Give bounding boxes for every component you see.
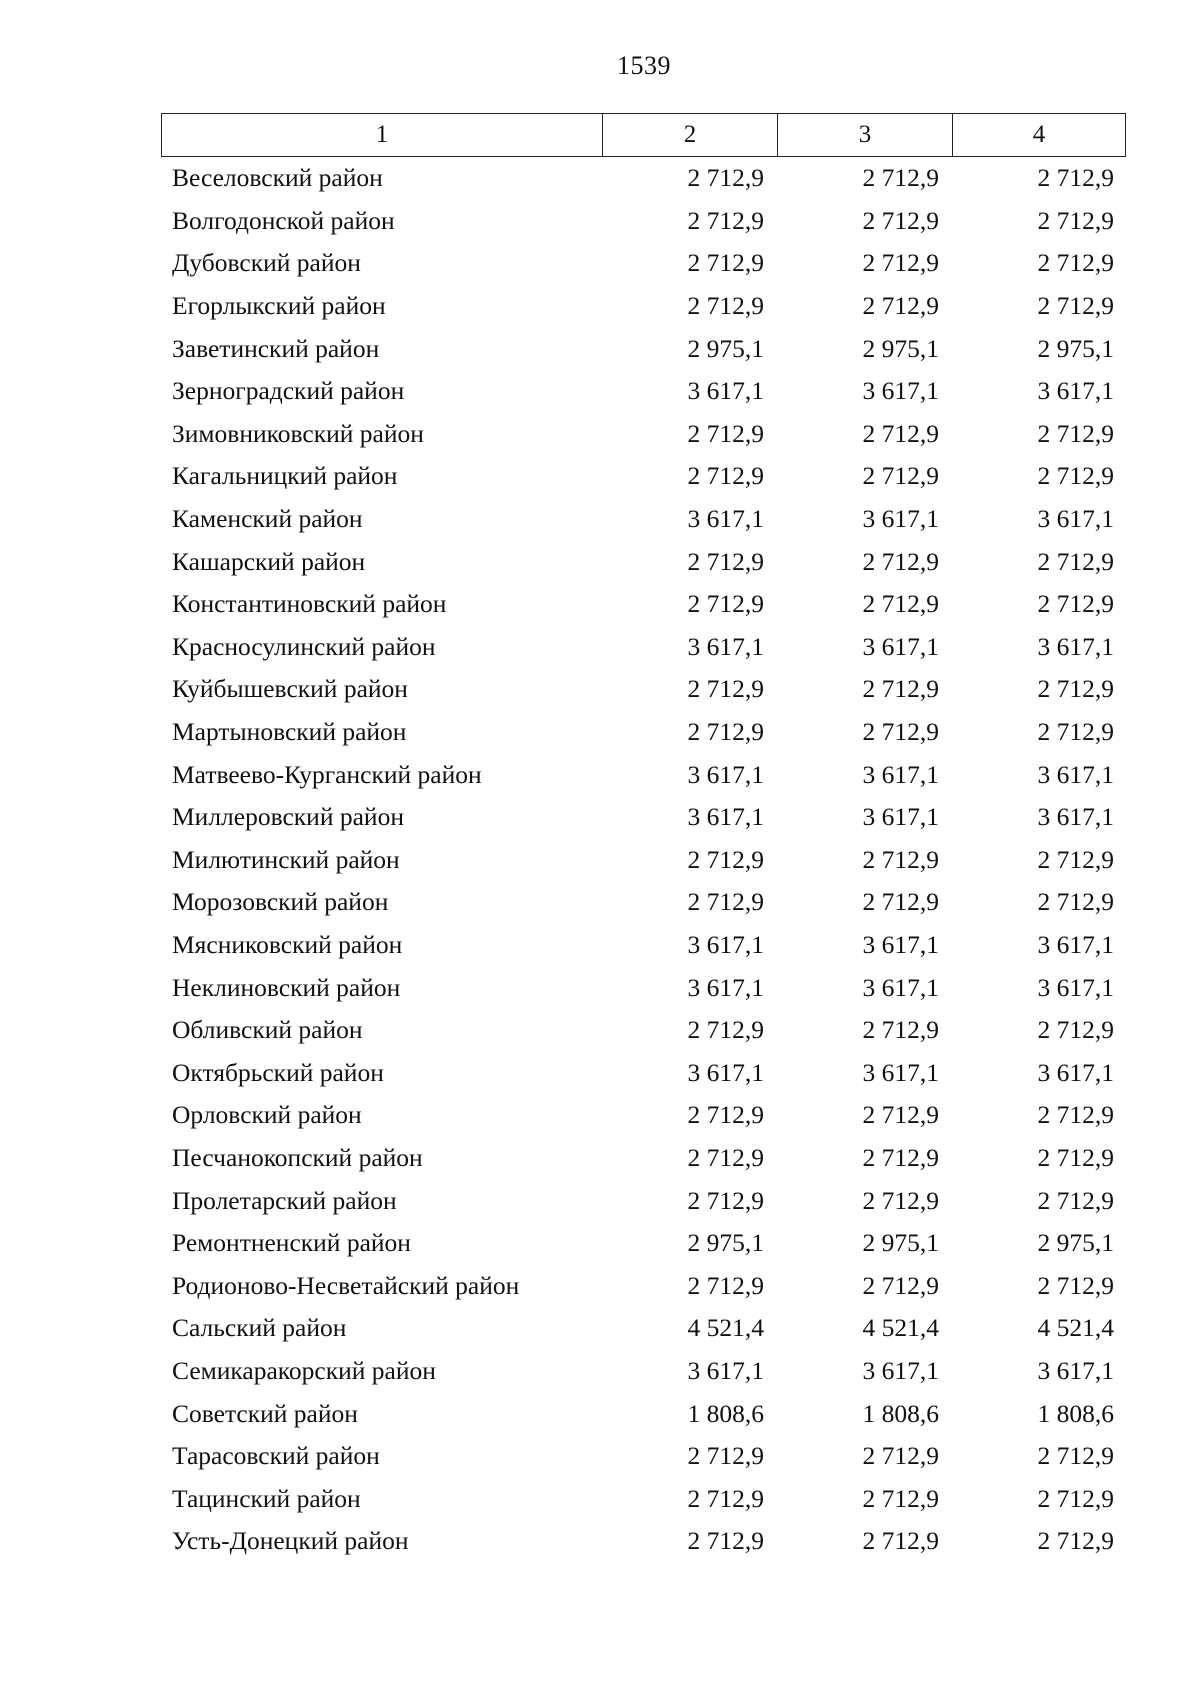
value-col-4: 2 712,9 [1037, 674, 1114, 704]
table-row [161, 839, 1126, 882]
table-row [161, 1264, 1126, 1307]
table-row [161, 881, 1126, 924]
table-row [161, 924, 1126, 967]
value-col-2: 2 975,1 [687, 333, 764, 363]
table-header [161, 113, 1126, 157]
value-col-3: 2 712,9 [862, 461, 939, 491]
table-row [161, 1222, 1126, 1265]
value-col-2: 3 617,1 [687, 1057, 764, 1087]
value-col-4: 2 712,9 [1037, 1441, 1114, 1471]
value-col-4: 3 617,1 [1037, 929, 1114, 959]
district-name: Каменский район [172, 504, 363, 534]
value-col-3: 2 712,9 [862, 1185, 939, 1215]
value-col-3: 2 712,9 [862, 248, 939, 278]
value-col-3: 2 975,1 [862, 333, 939, 363]
value-col-3: 2 712,9 [862, 717, 939, 747]
value-col-4: 2 712,9 [1037, 717, 1114, 747]
district-name: Егорлыкский район [172, 291, 386, 321]
value-col-3: 2 712,9 [862, 205, 939, 235]
table-row [161, 966, 1126, 1009]
value-col-2: 2 712,9 [687, 1270, 764, 1300]
district-name: Мартыновский район [172, 717, 407, 747]
value-col-2: 2 712,9 [687, 717, 764, 747]
value-col-3: 3 617,1 [862, 929, 939, 959]
value-col-4: 2 712,9 [1037, 1483, 1114, 1513]
value-col-2: 3 617,1 [687, 1355, 764, 1385]
value-col-2: 2 712,9 [687, 1526, 764, 1556]
district-name: Семикаракорский район [172, 1355, 436, 1385]
value-col-3: 2 712,9 [862, 844, 939, 874]
value-col-4: 2 712,9 [1037, 291, 1114, 321]
value-col-4: 3 617,1 [1037, 972, 1114, 1002]
value-col-2: 3 617,1 [687, 759, 764, 789]
district-name: Октябрьский район [172, 1057, 384, 1087]
value-col-3: 3 617,1 [862, 759, 939, 789]
value-col-3: 3 617,1 [862, 376, 939, 406]
value-col-2: 2 712,9 [687, 205, 764, 235]
value-col-4: 1 808,6 [1037, 1398, 1114, 1428]
value-col-3: 3 617,1 [862, 504, 939, 534]
value-col-3: 2 712,9 [862, 589, 939, 619]
header-cell-2: 2 [602, 114, 777, 156]
table-row [161, 1307, 1126, 1350]
table-row [161, 540, 1126, 583]
value-col-4: 3 617,1 [1037, 631, 1114, 661]
district-name: Усть-Донецкий район [172, 1526, 409, 1556]
table-body [161, 157, 1126, 1563]
value-col-4: 2 712,9 [1037, 461, 1114, 491]
value-col-4: 2 712,9 [1037, 546, 1114, 576]
value-col-3: 1 808,6 [862, 1398, 939, 1428]
value-col-2: 2 712,9 [687, 163, 764, 193]
value-col-2: 2 975,1 [687, 1228, 764, 1258]
table-row [161, 200, 1126, 243]
table-row [161, 498, 1126, 541]
value-col-2: 2 712,9 [687, 1015, 764, 1045]
value-col-3: 2 712,9 [862, 887, 939, 917]
value-col-4: 2 712,9 [1037, 887, 1114, 917]
value-col-3: 3 617,1 [862, 1355, 939, 1385]
district-name: Тарасовский район [172, 1441, 380, 1471]
value-col-4: 3 617,1 [1037, 376, 1114, 406]
district-name: Константиновский район [172, 589, 447, 619]
table-row [161, 1520, 1126, 1563]
value-col-3: 3 617,1 [862, 802, 939, 832]
district-name: Красносулинский район [172, 631, 436, 661]
value-col-2: 2 712,9 [687, 546, 764, 576]
value-col-2: 2 712,9 [687, 674, 764, 704]
value-col-2: 2 712,9 [687, 1100, 764, 1130]
table-row [161, 1477, 1126, 1520]
district-name: Обливский район [172, 1015, 363, 1045]
value-col-4: 3 617,1 [1037, 802, 1114, 832]
value-col-2: 2 712,9 [687, 844, 764, 874]
value-col-3: 2 712,9 [862, 1483, 939, 1513]
value-col-3: 2 712,9 [862, 1441, 939, 1471]
value-col-3: 2 712,9 [862, 418, 939, 448]
value-col-4: 2 712,9 [1037, 1270, 1114, 1300]
value-col-2: 3 617,1 [687, 376, 764, 406]
value-col-3: 2 975,1 [862, 1228, 939, 1258]
district-name: Милютинский район [172, 844, 400, 874]
table-row [161, 711, 1126, 754]
value-col-4: 2 712,9 [1037, 1526, 1114, 1556]
table-row [161, 1350, 1126, 1393]
table-row [161, 1435, 1126, 1478]
table-row [161, 370, 1126, 413]
value-col-4: 4 521,4 [1037, 1313, 1114, 1343]
value-col-2: 2 712,9 [687, 418, 764, 448]
value-col-2: 4 521,4 [687, 1313, 764, 1343]
header-cell-1: 1 [375, 121, 389, 148]
district-name: Куйбышевский район [172, 674, 408, 704]
value-col-2: 3 617,1 [687, 802, 764, 832]
value-col-4: 2 712,9 [1037, 1100, 1114, 1130]
district-name: Неклиновский район [172, 972, 401, 1002]
value-col-2: 2 712,9 [687, 1441, 764, 1471]
value-col-2: 2 712,9 [687, 1142, 764, 1172]
district-name: Морозовский район [172, 887, 389, 917]
district-name: Миллеровский район [172, 802, 404, 832]
table-row [161, 668, 1126, 711]
value-col-2: 1 808,6 [687, 1398, 764, 1428]
value-col-4: 2 712,9 [1037, 1015, 1114, 1045]
value-col-4: 3 617,1 [1037, 1057, 1114, 1087]
value-col-3: 2 712,9 [862, 163, 939, 193]
table-row [161, 285, 1126, 328]
value-col-2: 2 712,9 [687, 589, 764, 619]
value-col-4: 2 712,9 [1037, 589, 1114, 619]
district-name: Матвеево-Курганский район [172, 759, 482, 789]
value-col-4: 3 617,1 [1037, 504, 1114, 534]
district-name: Заветинский район [172, 333, 380, 363]
district-name: Зимовниковский район [172, 418, 424, 448]
district-name: Ремонтненский район [172, 1228, 411, 1258]
value-col-3: 2 712,9 [862, 1526, 939, 1556]
district-name: Орловский район [172, 1100, 362, 1130]
header-cell-3: 3 [777, 114, 952, 156]
table-row [161, 796, 1126, 839]
value-col-3: 2 712,9 [862, 1100, 939, 1130]
district-name: Волгодонской район [172, 205, 395, 235]
value-col-4: 2 712,9 [1037, 1185, 1114, 1215]
header-cell-4: 4 [952, 114, 1125, 156]
value-col-4: 3 617,1 [1037, 759, 1114, 789]
value-col-3: 2 712,9 [862, 1270, 939, 1300]
value-col-2: 2 712,9 [687, 1185, 764, 1215]
table-row [161, 626, 1126, 669]
value-col-3: 2 712,9 [862, 1142, 939, 1172]
value-col-3: 3 617,1 [862, 972, 939, 1002]
value-col-2: 3 617,1 [687, 929, 764, 959]
district-name: Советский район [172, 1398, 358, 1428]
table-row [161, 413, 1126, 456]
table-row [161, 1392, 1126, 1435]
value-col-4: 2 712,9 [1037, 1142, 1114, 1172]
value-col-3: 2 712,9 [862, 546, 939, 576]
value-col-4: 2 712,9 [1037, 844, 1114, 874]
value-col-2: 2 712,9 [687, 461, 764, 491]
value-col-2: 3 617,1 [687, 504, 764, 534]
value-col-2: 2 712,9 [687, 1483, 764, 1513]
value-col-4: 2 712,9 [1037, 205, 1114, 235]
table-row [161, 583, 1126, 626]
value-col-4: 2 975,1 [1037, 1228, 1114, 1258]
value-col-2: 2 712,9 [687, 887, 764, 917]
table-row [161, 1094, 1126, 1137]
table-row [161, 242, 1126, 285]
district-name: Тацинский район [172, 1483, 361, 1513]
district-name: Пролетарский район [172, 1185, 397, 1215]
district-name: Родионово-Несветайский район [172, 1270, 520, 1300]
page-number: 1539 [617, 51, 671, 80]
district-name: Песчанокопский район [172, 1142, 423, 1172]
value-col-3: 2 712,9 [862, 291, 939, 321]
value-col-3: 2 712,9 [862, 674, 939, 704]
value-col-2: 3 617,1 [687, 631, 764, 661]
value-col-4: 2 712,9 [1037, 163, 1114, 193]
table-row [161, 327, 1126, 370]
value-col-4: 2 712,9 [1037, 248, 1114, 278]
table-row [161, 157, 1126, 200]
district-name: Кагальницкий район [172, 461, 398, 491]
table-row [161, 1051, 1126, 1094]
value-col-4: 2 712,9 [1037, 418, 1114, 448]
table-row [161, 1137, 1126, 1180]
table-row [161, 1179, 1126, 1222]
table-row [161, 753, 1126, 796]
value-col-2: 2 712,9 [687, 248, 764, 278]
value-col-4: 3 617,1 [1037, 1355, 1114, 1385]
table-row [161, 455, 1126, 498]
district-name: Мясниковский район [172, 929, 403, 959]
district-name: Дубовский район [172, 248, 361, 278]
value-col-3: 3 617,1 [862, 631, 939, 661]
district-name: Сальский район [172, 1313, 347, 1343]
table-row [161, 1009, 1126, 1052]
value-col-2: 3 617,1 [687, 972, 764, 1002]
value-col-2: 2 712,9 [687, 291, 764, 321]
value-col-3: 2 712,9 [862, 1015, 939, 1045]
value-col-3: 3 617,1 [862, 1057, 939, 1087]
district-name: Зерноградский район [172, 376, 405, 406]
district-name: Кашарский район [172, 546, 366, 576]
value-col-3: 4 521,4 [862, 1313, 939, 1343]
district-name: Веселовский район [172, 163, 383, 193]
value-col-4: 2 975,1 [1037, 333, 1114, 363]
